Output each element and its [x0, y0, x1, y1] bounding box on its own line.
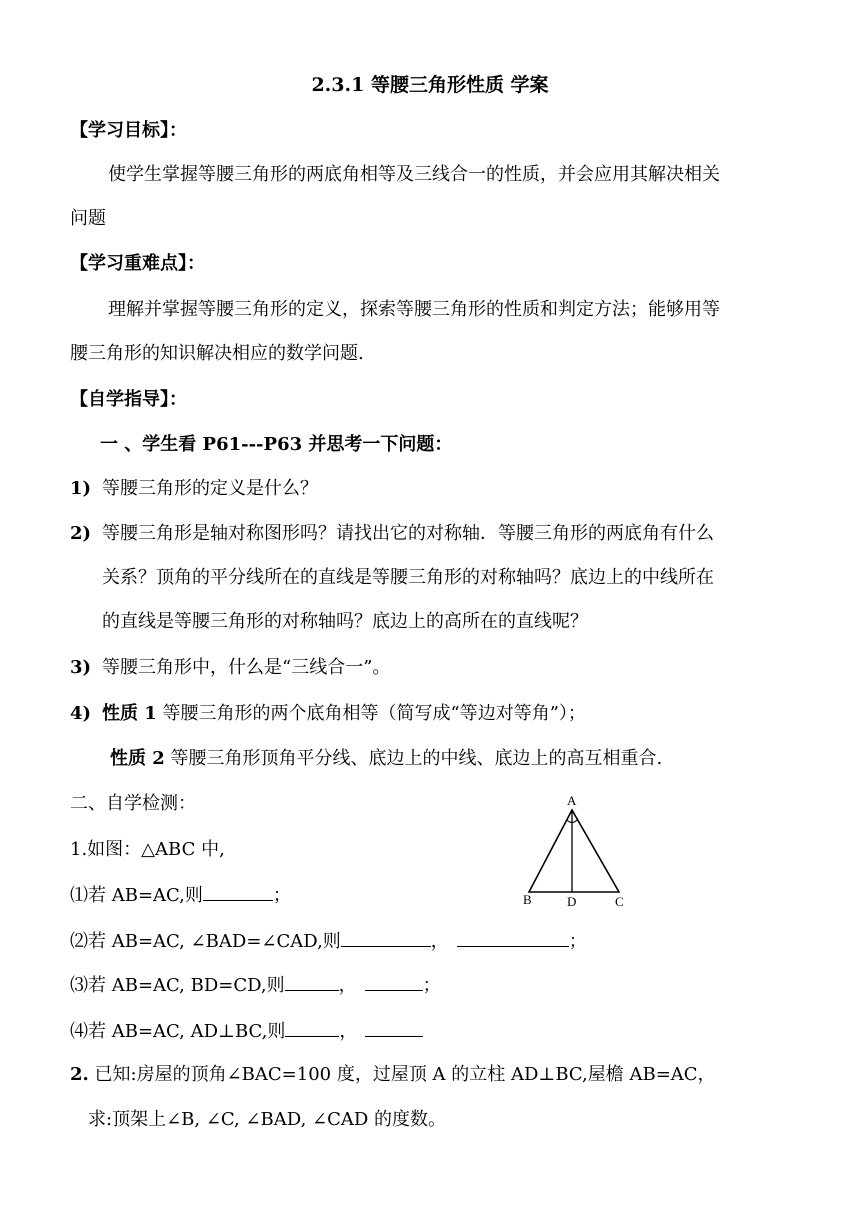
part-separator: ， [339, 1021, 358, 1042]
guide-part1-heading: 一 、学生看 P61---P63 并思考一下问题： [100, 434, 453, 455]
q1-part-3 [70, 972, 441, 998]
q2-line1 [70, 1063, 716, 1087]
item-text: 等腰三角形是轴对称图形吗？请找出它的对称轴．等腰三角形的两底角有什么 [102, 523, 714, 544]
key-text-line2: 腰三角形的知识解决相应的数学问题. [70, 343, 364, 364]
part-text: 若 AB=AC, AD⊥BC,则 [88, 1021, 286, 1042]
triangle-figure [515, 790, 635, 910]
property-2-label: 性质 2 [110, 748, 165, 769]
part-tail: ； [422, 975, 441, 996]
property-1-text: 等腰三角形的两个底角相等（简写成“等边对等角”）； [156, 703, 586, 724]
answer-blank[interactable] [285, 972, 339, 991]
q1-part-4 [70, 1018, 423, 1044]
q2-number: 2. [70, 1064, 89, 1085]
guide-item-2-line3: 的直线是等腰三角形的对称轴吗？底边上的高所在的直线呢？ [102, 611, 588, 632]
check-heading: 二、自学检测： [70, 793, 196, 814]
guide-item-1 [70, 477, 318, 501]
q1-part-1 [70, 882, 291, 908]
goals-heading: 【学习目标】： [70, 120, 187, 141]
part-number: ⑶ [70, 975, 88, 996]
part-text: 若 AB=AC, BD=CD,则 [88, 975, 285, 996]
answer-blank[interactable] [341, 928, 431, 947]
goals-text-line2: 问题 [70, 208, 106, 229]
label-b: B [523, 892, 532, 907]
q1-intro: 1.如图：△ABC 中, [70, 839, 225, 860]
guide-item-4 [70, 702, 586, 726]
item-number: 2) [70, 523, 92, 544]
part-tail: ； [568, 931, 587, 952]
part-tail: ； [272, 885, 291, 906]
label-a: A [567, 793, 577, 808]
guide-item-2-line2: 关系？顶角的平分线所在的直线是等腰三角形的对称轴吗？底边上的中线所在 [102, 567, 714, 588]
part-text: 若 AB=AC, ∠BAD=∠CAD,则 [88, 931, 341, 952]
part-number: ⑷ [70, 1021, 88, 1042]
label-d: D [567, 894, 577, 909]
label-c: C [615, 894, 624, 909]
part-separator: ， [430, 931, 449, 952]
answer-blank[interactable] [365, 972, 423, 991]
part-text: 若 AB=AC,则 [88, 885, 203, 906]
guide-item-2 [70, 522, 714, 546]
item-number: 3) [70, 657, 92, 678]
q2-text: 已知:房屋的顶角∠BAC=100 度，过屋顶 A 的立柱 AD⊥BC,屋檐 AB=AC， [88, 1064, 716, 1085]
q1-part-2 [70, 928, 587, 954]
guide-item-4-property-2 [110, 747, 662, 771]
key-heading: 【学习重难点】： [70, 253, 205, 274]
item-number: 1) [70, 478, 92, 499]
guide-heading: 【自学指导】： [70, 389, 187, 410]
answer-blank[interactable] [457, 928, 569, 947]
guide-item-3 [70, 656, 390, 680]
answer-blank[interactable] [365, 1018, 423, 1037]
item-text: 等腰三角形的定义是什么？ [102, 478, 318, 499]
q2-line2: 求:顶架上∠B, ∠C, ∠BAD, ∠CAD 的度数。 [88, 1109, 447, 1130]
answer-blank[interactable] [203, 882, 273, 901]
part-number: ⑴ [70, 885, 88, 906]
part-separator: ， [338, 975, 357, 996]
item-text: 等腰三角形中，什么是“三线合一”。 [102, 657, 391, 678]
page-title: 2.3.1 等腰三角形性质 学案 [311, 74, 549, 96]
answer-blank[interactable] [285, 1018, 339, 1037]
goals-text-line1: 使学生掌握等腰三角形的两底角相等及三线合一的性质，并会应用其解决相关 [108, 164, 720, 185]
key-text-line1: 理解并掌握等腰三角形的定义，探索等腰三角形的性质和判定方法；能够用等 [108, 299, 720, 320]
item-number: 4) [70, 703, 92, 724]
part-number: ⑵ [70, 931, 88, 952]
property-1-label: 性质 1 [102, 703, 157, 724]
property-2-text: 等腰三角形顶角平分线、底边上的中线、底边上的高互相重合. [164, 748, 663, 769]
